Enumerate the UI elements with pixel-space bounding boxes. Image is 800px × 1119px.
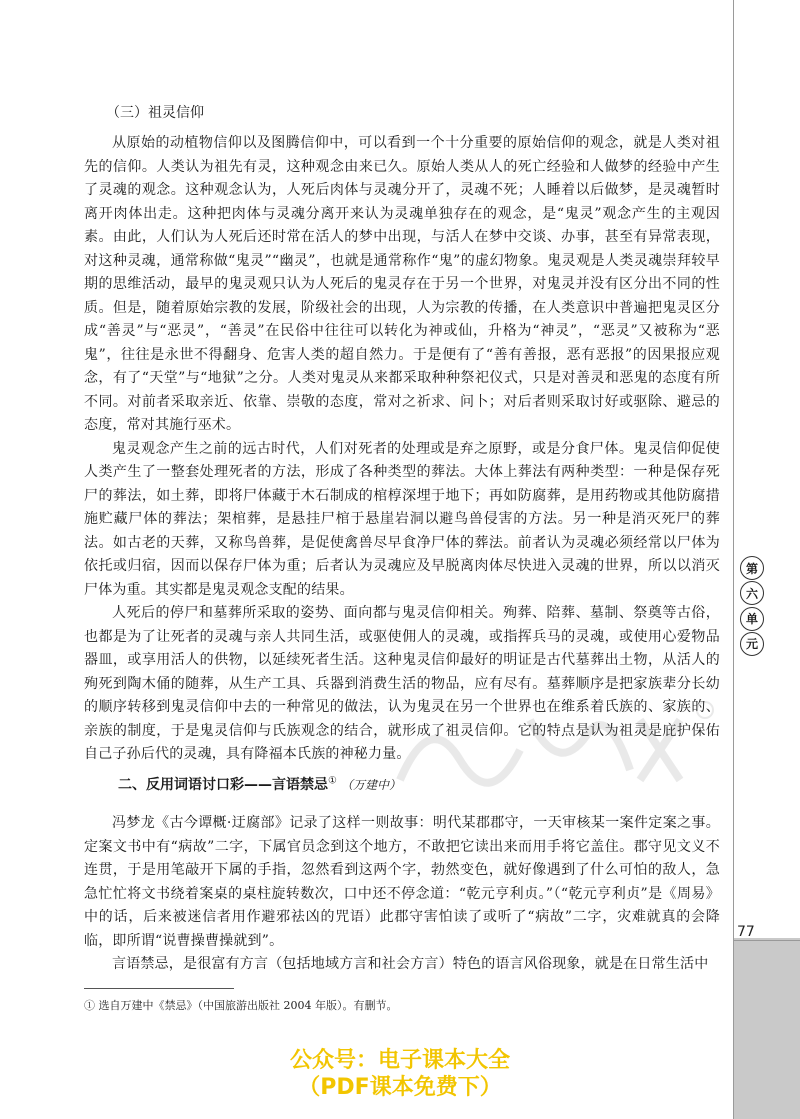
- page-number-rule: [733, 940, 800, 941]
- section-title: [118, 774, 401, 794]
- section-title-text: 二、反用词语讨口彩——言语禁忌: [118, 777, 328, 793]
- promo-banner-line: 公众号：电子课本大全: [289, 1048, 510, 1073]
- chapter-tab-char: 单: [740, 607, 764, 631]
- footnote-marker[interactable]: ①: [328, 775, 337, 787]
- footnote-divider: [84, 988, 234, 989]
- main-text-block: [84, 102, 720, 767]
- page-margin-panel: [733, 0, 800, 938]
- paragraph: 言语禁忌，是很富有方言（包括地域方言和社会方言）特色的语言风俗现象，就是在日常生活中: [112, 956, 709, 972]
- chapter-tab-char: 六: [740, 581, 764, 605]
- section-author: （万建中）: [340, 778, 401, 792]
- chapter-tab-char: 元: [740, 632, 764, 656]
- chapter-tab: [739, 556, 765, 656]
- subsection-title: （三）祖灵信仰: [106, 105, 204, 121]
- paragraph: 从原始的动植物信仰以及图腾信仰中，可以看到一个十分重要的原始信仰的观念，就是人类对祖先的信仰。人类认为祖先有灵，这种观念由来已久。原始人类从人的死亡经验和人做梦的经验中产生了灵魂的观念。这种观念认为，人死后肉体与灵魂分开了，灵魂不死；人睡着以后做梦，是灵魂暂时离开肉体出走。这种把肉体与灵魂分离开来认为灵魂单独存在的观念，是“鬼灵”观念产生的主观因素。由此，人们认为人死后还时常在活人的梦中出现，与活人在梦中交谈、办事，甚至有异常表现，对这种灵魂，通常称做“鬼灵”“幽灵”，也就是通常称作“鬼”的虚幻物象。鬼灵观是人类灵魂崇拜较早期的思维活动，最早的鬼灵观只认为人死后的鬼灵存在于另一个世界，对鬼灵并没有区分出不同的性质。但是，随着原始宗教的发展，阶级社会的出现，人为宗教的传播，在人类意识中普遍把鬼灵区分成“善灵”与“恶灵”，“善灵”在民俗中往往可以转化为神或仙，升格为“神灵”，“恶灵”又被称为“恶鬼”，往往是永世不得翻身、危害人类的超自然力。于是便有了“善有善报，恶有恶报”的因果报应观念，有了“天堂”与“地狱”之分。人类对鬼灵从来都采取种种祭祀仪式，只是对善灵和恶鬼的态度有所不同。对前者采取亲近、依靠、崇敬的态度，常对之祈求、问卜；对后者则采取讨好或驱除、避忌的态度，常对其施行巫术。: [84, 135, 720, 433]
- paragraph: 冯梦龙《古今谭概·迂腐部》记录了这样一则故事：明代某郡郡守，一天审核某一案件定案之事。定案文书中有“病故”二字，下属官员念到这个地方，不敢把它读出来而用手将它盖住。郡守见文义不连贯，于是用笔敲开下属的手指，忽然看到这两个字，勃然变色，就好像遇到了什么可怕的敌人，急急忙忙将文书绕着案桌的桌柱旋转数次，口中还不停念道：“乾元亨利贞。”（“乾元亨利贞”是《周易》中的话，后来被迷信者用作避邪祛凶的咒语）此郡守害怕读了或听了“病故”二字，灾难就真的会降临，即所谓“说曹操曹操就到”。: [84, 815, 720, 949]
- paragraph: 鬼灵观念产生之前的远古时代，人们对死者的处理或是弃之原野，或是分食尸体。鬼灵信仰促使人类产生了一整套处理死者的方法，形成了各种类型的葬法。大体上葬法有两种类型：一种是保存死尸的葬法，如土葬，即将尸体藏于木石制成的棺椁深埋于地下；再如防腐葬，是用药物或其他防腐措施贮藏尸体的葬法；架棺葬，是悬挂尸棺于悬崖岩洞以避鸟兽侵害的方法。另一种是消灭死尸的葬法。如古老的天葬，又称鸟兽葬，是促使禽兽尽早食净尸体的葬法。前者认为灵魂必须经常以尸体为依托或归宿，因而以保存尸体为重；后者认为灵魂应及早脱离肉体尽快进入灵魂的世界，所以以消灭尸体为重。其实都是鬼灵观念支配的结果。: [84, 440, 720, 598]
- paragraph: 人死后的停尸和墓葬所采取的姿势、面向都与鬼灵信仰相关。殉葬、陪葬、墓制、祭奠等古俗，也都是为了让死者的灵魂与亲人共同生活，或驱使佣人的灵魂，或指挥兵马的灵魂，或使用心爱物品器皿，或享用活人的供物，以延续死者生活。这种鬼灵信仰最好的明证是古代墓葬出土物，从活人的殉死到陶木俑的随葬，从生产工具、兵器到消费生活的物品，应有尽有。墓葬顺序是把家族辈分长幼的顺序转移到鬼灵信仰中去的一种常见的做法，认为鬼灵在另一个世界也在维系着氏族的、家族的、亲族的制度，于是鬼灵信仰与氏族观念的结合，就形成了祖灵信仰。它的特点是认为祖灵是庇护保佑自己子孙后代的灵魂，具有降福本氏族的神秘力量。: [84, 605, 720, 762]
- chapter-tab-char: 第: [740, 556, 764, 580]
- footnote: ① 选自万建中《禁忌》（中国旅游出版社 2004 年版）。有删节。: [84, 999, 398, 1012]
- page-number: 77: [737, 924, 755, 940]
- section-text-block: [84, 812, 720, 977]
- promo-banner-line: （PDF课本免费下）: [298, 1075, 502, 1100]
